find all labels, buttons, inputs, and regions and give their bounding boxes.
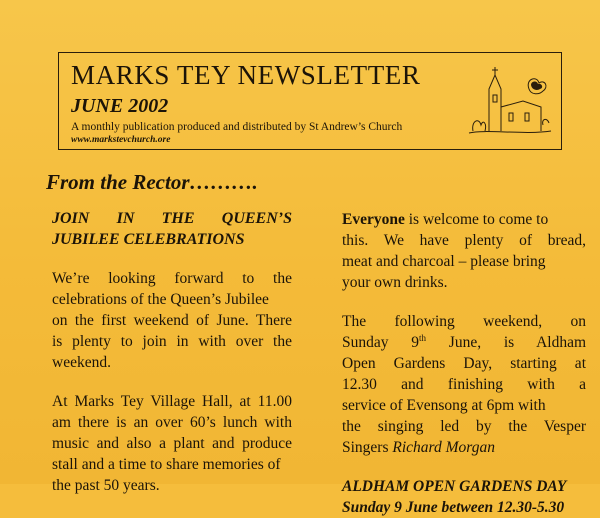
text-line: is plenty to join in with over the [52,333,292,350]
masthead-tagline: A monthly publication produced and distributed by St Andrew’s Church [71,121,403,133]
text-line: this. We have plenty of bread, [342,232,586,249]
section-heading: From the Rector………. [46,170,258,194]
text-line: weekend. [52,354,111,371]
paragraph [52,391,292,496]
emphasis-word: Everyone [342,211,405,228]
text-fragment: Singers [342,439,393,456]
paragraph [342,311,586,458]
church-icon [465,61,553,141]
text-line: meat and charcoal – please bring [342,253,546,270]
article-headline-cont [52,229,292,250]
text-fragment: Sunday 9 [342,334,420,351]
church-website: www.markstevchurch.ore [71,135,171,145]
performer-name: Richard Morgan [392,439,495,456]
text-line [342,332,586,353]
text-line: service of Evensong at 6pm with [342,397,546,414]
text-fragment: June, is Aldham [426,334,586,351]
text-line: the past 50 years. [52,477,160,494]
text-line: Open Gardens Day, starting at [342,355,586,372]
text-line: am there is an over 60’s lunch with [52,414,292,431]
newsletter-title: MARKS TEY NEWSLETTER [71,60,421,90]
left-column [52,208,292,496]
text-line: At Marks Tey Village Hall, at 11.00 [52,393,292,410]
text-line [342,437,586,458]
text-line: celebrations of the Queen’s Jubilee [52,291,269,308]
paragraph [52,268,292,373]
right-column [342,209,586,518]
text-line: the singing led by the Vesper [342,418,586,435]
headline-line: JOIN IN THE QUEEN’S [52,210,292,227]
text-line: We’re looking forward to the [52,270,292,287]
headline-line: JUBILEE CELEBRATIONS [52,231,245,248]
text-line: stall and a time to share memories of [52,456,281,473]
text-fragment: is welcome to come to [404,211,549,228]
text-line [342,209,586,230]
issue-date: JUNE 2002 [71,95,169,117]
event-time: Sunday 9 June between 12.30-5.30 [342,499,565,516]
text-line: your own drinks. [342,274,448,291]
text-line: on the first weekend of June. There [52,312,292,329]
newsletter-masthead [58,52,562,150]
ordinal-suffix: th [419,332,427,343]
text-line: 12.30 and finishing with a [342,376,586,393]
event-title: ALDHAM OPEN GARDENS DAY [342,478,567,495]
article-headline [52,208,292,229]
text-line: The following weekend, on [342,313,586,330]
text-line: music and also a plant and produce [52,435,292,452]
paragraph [342,209,586,293]
event-notice [342,476,586,518]
